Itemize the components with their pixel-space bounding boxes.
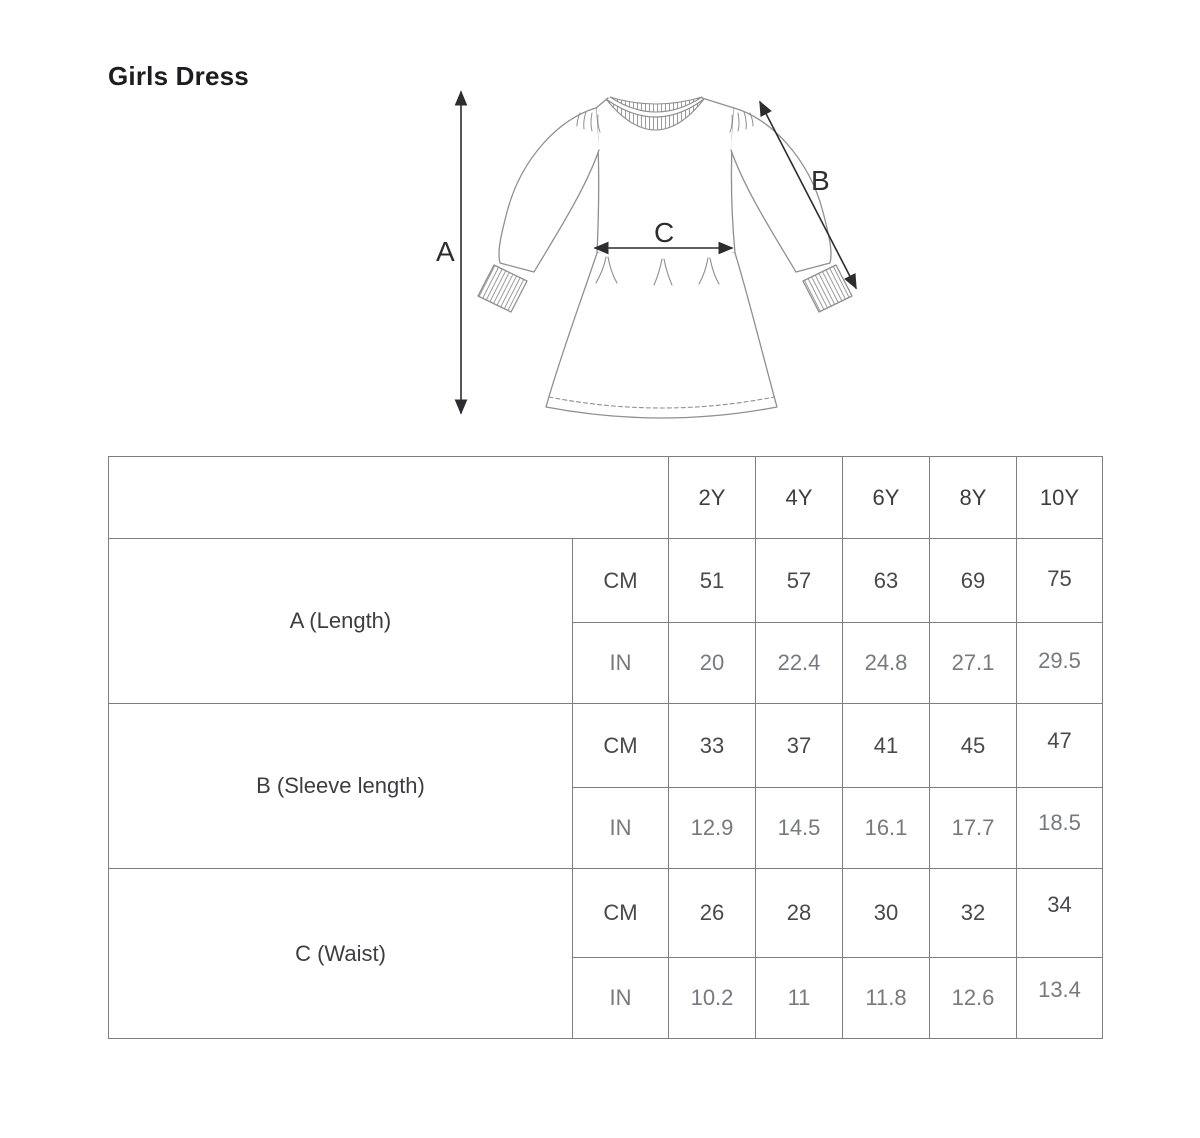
table-cell: 29.5 — [1017, 623, 1103, 704]
table-cell: 63 — [843, 539, 930, 623]
size-header-row — [109, 457, 1103, 539]
row-label-waist: C (Waist) — [109, 869, 573, 1039]
table-cell: 10.2 — [669, 958, 756, 1039]
table-cell: 41 — [843, 704, 930, 788]
table-cell: 57 — [756, 539, 843, 623]
table-cell: 32 — [930, 869, 1017, 958]
table-cell: 45 — [930, 704, 1017, 788]
size-header-2y: 2Y — [669, 457, 756, 539]
row-label-sleeve: B (Sleeve length) — [109, 704, 573, 869]
unit-cell-in: IN — [573, 788, 669, 869]
table-cell: 24.8 — [843, 623, 930, 704]
size-header-6y: 6Y — [843, 457, 930, 539]
table-cell: 14.5 — [756, 788, 843, 869]
table-row-waist-cm — [109, 869, 1103, 958]
unit-cell-cm: CM — [573, 869, 669, 958]
table-cell: 12.9 — [669, 788, 756, 869]
row-label-length: A (Length) — [109, 539, 573, 704]
table-cell: 28 — [756, 869, 843, 958]
dress-skirt — [546, 253, 777, 418]
dress-collar — [606, 97, 704, 130]
size-header-8y: 8Y — [930, 457, 1017, 539]
table-cell: 69 — [930, 539, 1017, 623]
unit-cell-cm: CM — [573, 704, 669, 788]
label-waist-c: C — [654, 217, 675, 248]
table-row-length-cm — [109, 539, 1103, 623]
table-cell: 11 — [756, 958, 843, 1039]
table-cell: 51 — [669, 539, 756, 623]
dress-diagram — [420, 80, 900, 440]
table-cell: 37 — [756, 704, 843, 788]
unit-cell-in: IN — [573, 623, 669, 704]
label-sleeve-b: B — [811, 165, 830, 196]
size-header-10y: 10Y — [1017, 457, 1103, 539]
page-title: Girls Dress — [108, 61, 249, 92]
table-cell: 47 — [1017, 704, 1103, 788]
table-cell: 17.7 — [930, 788, 1017, 869]
table-cell: 30 — [843, 869, 930, 958]
size-header-4y: 4Y — [756, 457, 843, 539]
table-cell: 22.4 — [756, 623, 843, 704]
unit-cell-cm: CM — [573, 539, 669, 623]
table-cell: 33 — [669, 704, 756, 788]
table-cell: 18.5 — [1017, 788, 1103, 869]
label-length-a: A — [436, 236, 455, 267]
table-cell: 11.8 — [843, 958, 930, 1039]
table-cell: 26 — [669, 869, 756, 958]
table-cell: 34 — [1017, 869, 1103, 958]
table-cell: 27.1 — [930, 623, 1017, 704]
unit-cell-in: IN — [573, 958, 669, 1039]
table-cell: 16.1 — [843, 788, 930, 869]
table-cell: 13.4 — [1017, 958, 1103, 1039]
table-cell: 75 — [1017, 539, 1103, 623]
table-cell: 20 — [669, 623, 756, 704]
table-cell: 12.6 — [930, 958, 1017, 1039]
size-chart-table — [108, 456, 1103, 1039]
header-empty-cell — [109, 457, 669, 539]
table-row-sleeve-cm — [109, 704, 1103, 788]
